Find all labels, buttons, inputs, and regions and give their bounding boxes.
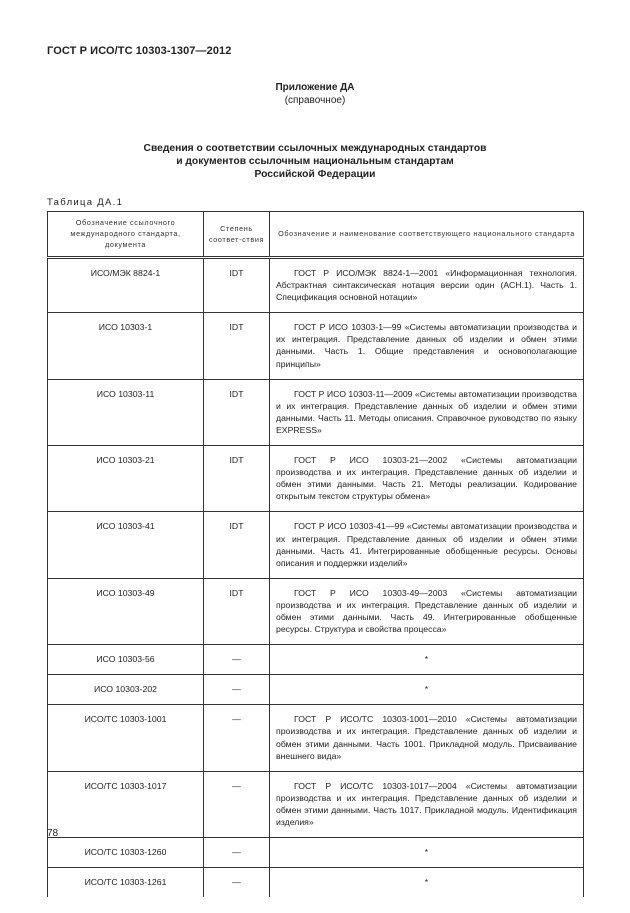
- table-row: [48, 771, 584, 837]
- cell-national: ГОСТ Р ИСО 10303-1—99 «Системы автоматизации производства и их интеграция. Представление данных об изделии и обмен этими данными. Часть 1. Общие представления и основополагающие принципы»: [270, 313, 584, 379]
- cell-national: ГОСТ Р ИСО/ТС 10303-1001—2010 «Системы автоматизации производства и их интеграция. Представление данных об изделии и обмен этими данными. Часть 1001. Прикладной модуль. Присваивание внешнего вида»: [270, 705, 584, 771]
- section-heading: [0, 142, 630, 181]
- cell-reference: ИСО/ТС 10303-1017: [48, 771, 204, 837]
- cell-national: *: [270, 868, 584, 898]
- cell-reference: ИСО 10303-56: [48, 645, 204, 675]
- cell-reference: ИСО/МЭК 8824-1: [48, 258, 204, 313]
- table-row: [48, 446, 584, 512]
- cell-reference: ИСО 10303-202: [48, 675, 204, 705]
- table-row: [48, 838, 584, 868]
- table-row: [48, 578, 584, 644]
- cell-reference: ИСО 10303-11: [48, 379, 204, 445]
- cell-degree: —: [204, 675, 270, 705]
- cell-degree: IDT: [204, 313, 270, 379]
- cell-degree: IDT: [204, 578, 270, 644]
- cell-degree: —: [204, 771, 270, 837]
- table-header-row: [48, 212, 584, 258]
- table-row: [48, 868, 584, 898]
- cell-degree: —: [204, 705, 270, 771]
- cell-degree: —: [204, 838, 270, 868]
- cell-degree: —: [204, 645, 270, 675]
- cell-national: ГОСТ Р ИСО 10303-11—2009 «Системы автоматизации производства и их интеграция. Представление данных об изделии и обмен этими данными. Часть 11. Методы описания. Справочное руководство по языку EXPRESS»: [270, 379, 584, 445]
- cell-reference: ИСО 10303-49: [48, 578, 204, 644]
- table-row: [48, 258, 584, 313]
- cell-national: ГОСТ Р ИСО 10303-49—2003 «Системы автоматизации производства и их интеграция. Представление данных об изделии и обмен этими данными. Часть 49. Интегрированные обобщенные ресурсы. Структура и свойства процесса»: [270, 578, 584, 644]
- cell-national: ГОСТ Р ИСО 10303-21—2002 «Системы автоматизации производства и их интеграция. Представление данных об изделии и обмен этими данными. Часть 21. Методы реализации. Кодирование открытым текстом структуры обмена»: [270, 446, 584, 512]
- cell-reference: ИСО/ТС 10303-1261: [48, 868, 204, 898]
- cell-degree: IDT: [204, 512, 270, 578]
- cell-national: *: [270, 645, 584, 675]
- cell-reference: ИСО 10303-21: [48, 446, 204, 512]
- column-header-degree: Степень соответ-ствия: [204, 212, 270, 258]
- cell-reference: ИСО 10303-41: [48, 512, 204, 578]
- cell-national: ГОСТ Р ИСО 10303-41—99 «Системы автоматизации производства и их интеграция. Представление данных об изделии и обмен этими данными. Часть 41. Интегрированные обобщенные ресурсы. Основы описания и поддержки изделий»: [270, 512, 584, 578]
- cell-national: *: [270, 838, 584, 868]
- heading-line-1: Сведения о соответствии ссылочных международных стандартов: [143, 143, 487, 154]
- cell-degree: —: [204, 868, 270, 898]
- table-row: [48, 675, 584, 705]
- cell-reference: ИСО/ТС 10303-1001: [48, 705, 204, 771]
- table-row: [48, 645, 584, 675]
- reference-table: [47, 211, 584, 897]
- page-number: 78: [47, 828, 59, 839]
- table-label: Таблица ДА.1: [47, 197, 124, 208]
- heading-line-3: Российской Федерации: [254, 169, 376, 180]
- cell-degree: IDT: [204, 446, 270, 512]
- table-row: [48, 379, 584, 445]
- document-header: ГОСТ Р ИСО/ТС 10303-1307—2012: [47, 45, 232, 57]
- appendix-subtitle: (справочное): [284, 95, 346, 106]
- cell-national: ГОСТ Р ИСО/МЭК 8824-1—2001 «Информационная технология. Абстрактная синтаксическая нотация версии один (АСН.1). Часть 1. Спецификация основной нотации»: [270, 258, 584, 313]
- cell-degree: IDT: [204, 258, 270, 313]
- cell-national: ГОСТ Р ИСО/ТС 10303-1017—2004 «Системы автоматизации производства и их интеграция. Представление данных об изделии и обмен этими данными. Часть 1017. Прикладной модуль. Идентификация изделия»: [270, 771, 584, 837]
- column-header-national: Обозначение и наименование соответствующего национального стандарта: [270, 212, 584, 258]
- table-row: [48, 705, 584, 771]
- cell-national: *: [270, 675, 584, 705]
- table-row: [48, 512, 584, 578]
- cell-degree: IDT: [204, 379, 270, 445]
- appendix-title: Приложение ДА: [275, 82, 355, 93]
- cell-reference: ИСО 10303-1: [48, 313, 204, 379]
- heading-line-2: и документов ссылочным национальным стандартам: [176, 156, 454, 167]
- column-header-reference: Обозначение ссылочного международного стандарта, документа: [48, 212, 204, 258]
- cell-reference: ИСО/ТС 10303-1260: [48, 838, 204, 868]
- table-row: [48, 313, 584, 379]
